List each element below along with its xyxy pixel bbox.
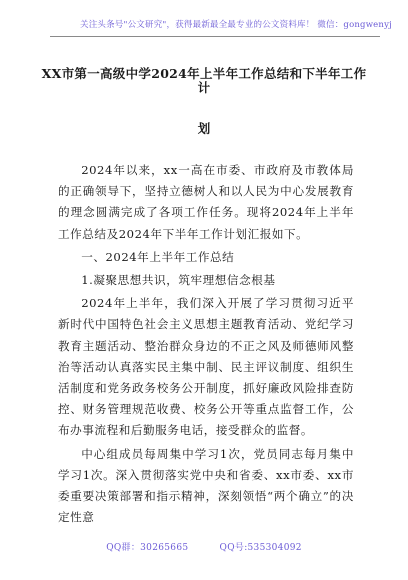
qq-group: QQ群：30265665 [106, 543, 189, 553]
subsection-heading-1: 1.凝聚思想共识，筑牢理想信念根基 [81, 273, 276, 288]
footer-contact [0, 540, 408, 553]
header-banner [50, 14, 392, 37]
document-body [58, 160, 354, 530]
paragraph-study: 中心组成员每周集中学习1次，党员同志每月集中学习1次。深入贯彻落实党中央和省委、xx市委、xx市委重要决策部署和指示精神，深刻领悟“两个确立”的决定性意 [58, 446, 354, 525]
qq-number: QQ号:535304092 [219, 543, 302, 553]
section-heading-1: 一、2024年上半年工作总结 [81, 249, 235, 264]
document-title-continuation: 划 [197, 121, 211, 136]
document-title: XX市第一高级中学2024年上半年工作总结和下半年工作计 [41, 66, 367, 95]
paragraph-intro: 2024年以来，xx一高在市委、市政府及市教体局的正确领导下，坚持立德树人和以人民为中心发展教育的理念圆满完成了各项工作任务。现将2024年上半年工作总结及2024年下半年工作计划汇报如下。 [58, 163, 354, 241]
paragraph-thought: 2024年上半年，我们深入开展了学习贯彻习近平新时代中国特色社会主义思想主题教育活动、党纪学习教育主题活动、整治群众身边的不正之风及师德师风整治等活动认真落实民主集中制、民主评议制度、组织生活制度和党务政务校务公开制度，抓好廉政风险排查防控、财务管理规范收费、校务公开等重点监督工作，公布办事流程和后勤服务电话，接受群众的监督。 [58, 296, 354, 438]
banner-text: 关注头条号"公文研究"，获得最新最全最专业的公文资料库！ 微信：gongwenyj [80, 20, 392, 30]
